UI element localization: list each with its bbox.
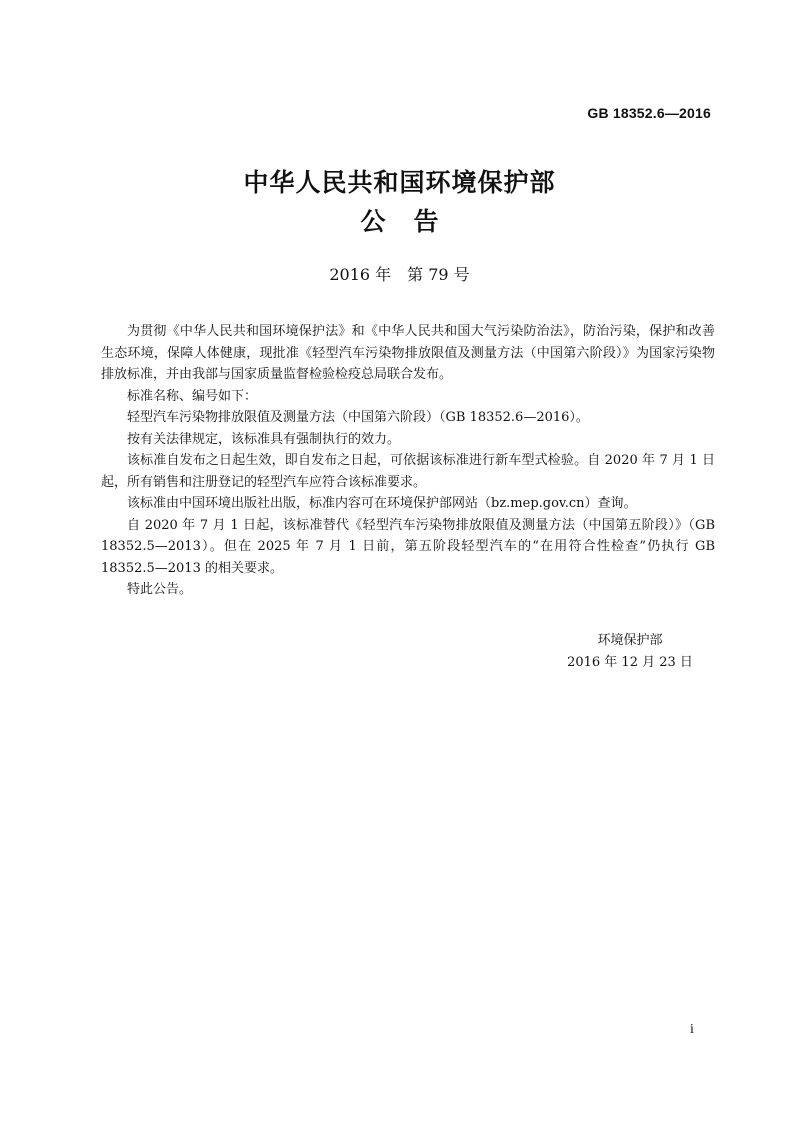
notice-title-char-2: 告 — [413, 207, 439, 236]
body-paragraph: 按有关法律规定，该标准具有强制执行的效力。 — [127, 431, 401, 447]
body-paragraph: 标准名称、编号如下： — [127, 388, 258, 404]
notice-number: 2016 年 第 79 号 — [329, 265, 470, 284]
issuer-name: 环境保护部 — [597, 633, 663, 648]
notice-title — [0, 202, 799, 238]
body-paragraph: 该标准自发布之日起生效，即自发布之日起，可依据该标准进行新车型式检验。自 2020 年 7 月 1 日起，所有销售和注册登记的轻型汽车应符合该标准要求。 — [101, 453, 715, 490]
issuing-organization-title: 中华人民共和国环境保护部 — [243, 168, 556, 197]
notice-body — [101, 321, 715, 601]
signature-block — [566, 630, 694, 673]
issue-date: 2016 年 12 月 23 日 — [567, 654, 693, 670]
body-paragraph: 特此公告。 — [127, 582, 193, 597]
body-paragraph: 自 2020 年 7 月 1 日起，该标准替代《轻型汽车污染物排放限值及测量方法（中国第五阶段）》（GB 18352.5—2013）。但在 2025 年 7 月 1 日前，第五阶段轻型汽车的“在用符合性检查”仍执行 GB 18352.5—2013 的相关要求。 — [101, 517, 715, 576]
body-paragraph: 该标准由中国环境出版社出版，标准内容可在环境保护部网站（bz.mep.gov.cn）查询。 — [127, 496, 637, 511]
body-paragraph: 为贯彻《中华人民共和国环境保护法》和《中华人民共和国大气污染防治法》，防治污染，保护和改善生态环境，保障人体健康，现批准《轻型汽车污染物排放限值及测量方法（中国第六阶段）》为国家污染物排放标准，并由我部与国家质量监督检验检疫总局联合发布。 — [101, 324, 715, 382]
notice-title-char-1: 公 — [360, 207, 386, 236]
standard-code: GB 18352.6—2016 — [587, 105, 711, 121]
page-number: i — [690, 1022, 694, 1037]
body-paragraph: 轻型汽车污染物排放限值及测量方法（中国第六阶段）（GB 18352.6—2016）。 — [127, 410, 589, 425]
